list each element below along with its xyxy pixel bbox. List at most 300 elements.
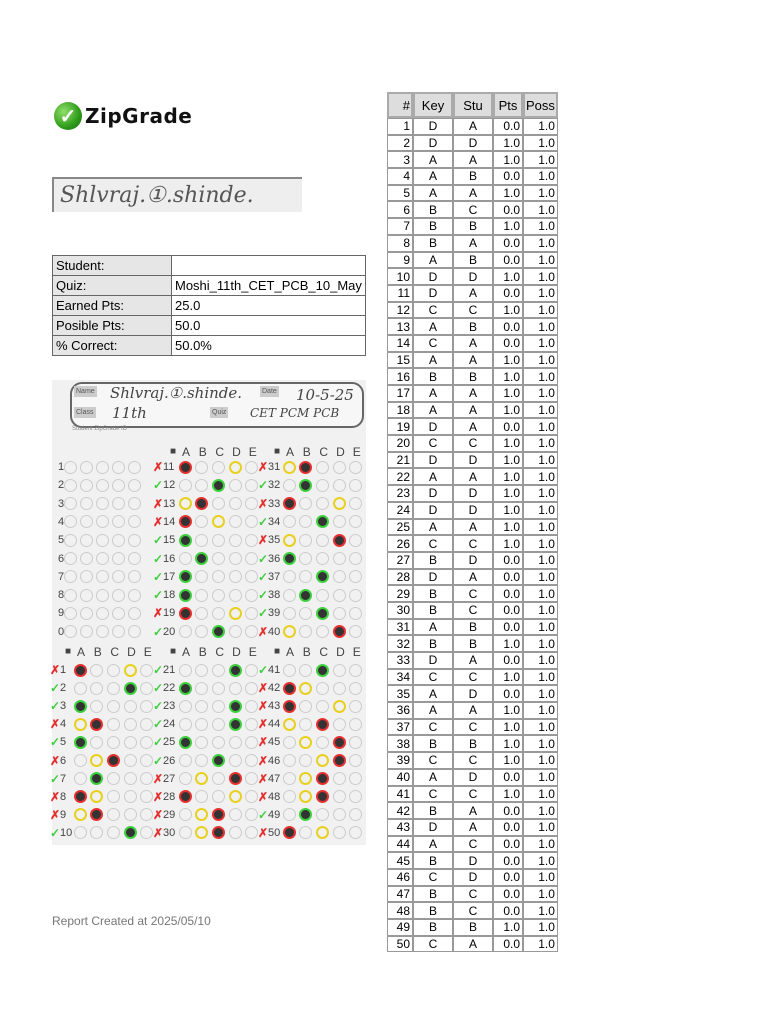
- points: 0.0: [493, 168, 523, 185]
- answer-bubble: [316, 534, 329, 547]
- answer-bubble: [316, 736, 329, 749]
- answer-key-table: [387, 92, 558, 952]
- wrong-mark-icon: ✗: [153, 771, 164, 786]
- correct-mark-icon: ✓: [153, 681, 164, 696]
- answer-bubble: [107, 754, 120, 767]
- possible: 1.0: [523, 519, 558, 536]
- question-number: 46: [268, 754, 281, 767]
- table-row: [387, 502, 558, 519]
- points: 0.0: [493, 852, 523, 869]
- key-answer: B: [413, 602, 453, 619]
- possible: 1.0: [523, 635, 558, 652]
- possible: 1.0: [523, 418, 558, 435]
- question-number: 29: [163, 808, 176, 821]
- points: 0.0: [493, 285, 523, 302]
- answer-bubble: [124, 736, 137, 749]
- possible: 1.0: [523, 669, 558, 686]
- answer-bubble: [212, 808, 225, 821]
- key-answer: C: [413, 435, 453, 452]
- student-answer: A: [453, 402, 493, 419]
- question-number: 28: [387, 569, 413, 586]
- answer-bubble: [179, 790, 192, 803]
- answer-bubble: [195, 790, 208, 803]
- answer-bubble: [179, 718, 192, 731]
- question-number: 47: [268, 772, 281, 785]
- table-row: [387, 368, 558, 385]
- answer-bubble: [124, 826, 137, 839]
- answer-bubble: [195, 754, 208, 767]
- answer-bubble: [283, 718, 296, 731]
- points: 0.0: [493, 886, 523, 903]
- question-number: 43: [387, 819, 413, 836]
- possible: 1.0: [523, 235, 558, 252]
- points: 1.0: [493, 735, 523, 752]
- table-row: [387, 452, 558, 469]
- points: 0.0: [493, 418, 523, 435]
- points: 1.0: [493, 268, 523, 285]
- key-answer: A: [413, 318, 453, 335]
- table-row: [387, 151, 558, 168]
- question-number: 37: [387, 719, 413, 736]
- answer-bubble: [316, 700, 329, 713]
- table-row: [387, 836, 558, 853]
- answer-bubble: [299, 754, 312, 767]
- quiz-label: Quiz:: [53, 276, 172, 296]
- question-number: 49: [387, 919, 413, 936]
- answer-bubble: [316, 808, 329, 821]
- column-marker-icon: ■: [65, 646, 72, 657]
- possible: 1.0: [523, 352, 558, 369]
- student-answer: B: [453, 619, 493, 636]
- question-number: 9: [387, 252, 413, 269]
- answer-bubble: [299, 718, 312, 731]
- answer-bubble: [212, 479, 225, 492]
- question-number: 31: [387, 619, 413, 636]
- col-possible: Poss: [523, 92, 558, 118]
- student-answer: C: [453, 602, 493, 619]
- key-answer: C: [413, 752, 453, 769]
- answer-bubble: [195, 552, 208, 565]
- student-answer: D: [453, 552, 493, 569]
- table-row: [387, 185, 558, 202]
- answer-bubble: [195, 682, 208, 695]
- choice-header: C: [215, 445, 225, 459]
- answer-bubble: [333, 570, 346, 583]
- id-bubble: [64, 497, 77, 510]
- answer-bubble: [229, 479, 242, 492]
- answer-bubble: [245, 552, 258, 565]
- possible: 1.0: [523, 268, 558, 285]
- answer-bubble: [333, 497, 346, 510]
- answer-bubble: [140, 754, 153, 767]
- points: 1.0: [493, 368, 523, 385]
- student-answer: C: [453, 201, 493, 218]
- key-answer: B: [413, 235, 453, 252]
- possible: 1.0: [523, 852, 558, 869]
- student-answer: B: [453, 919, 493, 936]
- points: 0.0: [493, 585, 523, 602]
- wrong-mark-icon: ✗: [258, 681, 269, 696]
- answer-bubble: [349, 700, 362, 713]
- correct-mark-icon: ✓: [153, 624, 164, 639]
- table-row: [387, 385, 558, 402]
- col-student: Stu: [453, 92, 493, 118]
- answer-bubble: [229, 700, 242, 713]
- student-answer: D: [453, 485, 493, 502]
- question-number: 47: [387, 886, 413, 903]
- points: 0.0: [493, 802, 523, 819]
- question-number: 46: [387, 869, 413, 886]
- correct-mark-icon: ✓: [153, 533, 164, 548]
- question-number: 31: [268, 461, 281, 473]
- answer-bubble: [245, 589, 258, 602]
- student-answer: A: [453, 519, 493, 536]
- table-row: [387, 819, 558, 836]
- answer-bubble: [299, 625, 312, 638]
- wrong-mark-icon: ✗: [153, 789, 164, 804]
- choice-header: E: [352, 645, 361, 659]
- answer-bubble: [195, 515, 208, 528]
- id-bubble: [80, 461, 93, 474]
- id-bubble: [80, 552, 93, 565]
- answer-bubble: [316, 664, 329, 677]
- answer-bubble: [212, 736, 225, 749]
- correct-mark-icon: ✓: [153, 588, 164, 603]
- question-number: 34: [268, 515, 281, 528]
- wrong-mark-icon: ✗: [258, 496, 269, 511]
- answer-bubble: [90, 754, 103, 767]
- student-answer: A: [453, 652, 493, 669]
- answer-bubble: [316, 552, 329, 565]
- answer-bubble: [245, 718, 258, 731]
- choice-header: E: [248, 445, 257, 459]
- answer-bubble: [179, 700, 192, 713]
- answer-bubble: [283, 754, 296, 767]
- question-number: 33: [268, 497, 281, 510]
- key-answer: D: [413, 418, 453, 435]
- correct-mark-icon: ✓: [153, 569, 164, 584]
- student-answer: D: [453, 452, 493, 469]
- answer-bubble: [316, 607, 329, 620]
- answer-bubble: [229, 534, 242, 547]
- answer-bubble: [107, 808, 120, 821]
- answer-bubble: [333, 826, 346, 839]
- student-answer: D: [453, 135, 493, 152]
- answer-bubble: [179, 479, 192, 492]
- key-answer: A: [413, 685, 453, 702]
- answer-bubble: [195, 808, 208, 821]
- answer-bubble: [349, 790, 362, 803]
- answer-bubble: [299, 736, 312, 749]
- question-number: 1: [387, 118, 413, 135]
- table-row: [387, 752, 558, 769]
- answer-bubble: [140, 664, 153, 677]
- answer-bubble: [245, 461, 258, 474]
- choice-header: A: [286, 645, 295, 659]
- answer-bubble: [333, 534, 346, 547]
- answer-bubble: [283, 736, 296, 749]
- answer-bubble: [299, 700, 312, 713]
- points: 0.0: [493, 201, 523, 218]
- question-number: 14: [163, 515, 176, 528]
- student-answer: A: [453, 702, 493, 719]
- possible: 1.0: [523, 552, 558, 569]
- student-answer: A: [453, 352, 493, 369]
- key-answer: A: [413, 168, 453, 185]
- answer-bubble: [299, 664, 312, 677]
- answer-bubble: [349, 497, 362, 510]
- key-answer: A: [413, 769, 453, 786]
- table-row: [387, 585, 558, 602]
- id-bubble: [112, 461, 125, 474]
- question-number: 5: [60, 736, 67, 749]
- answer-bubble: [90, 736, 103, 749]
- question-number: 7: [387, 218, 413, 235]
- points: 0.0: [493, 819, 523, 836]
- points: 1.0: [493, 185, 523, 202]
- key-answer: A: [413, 402, 453, 419]
- answer-bubble: [283, 625, 296, 638]
- answer-bubble: [179, 534, 192, 547]
- possible-value: 50.0: [172, 316, 366, 336]
- key-answer: C: [413, 535, 453, 552]
- possible: 1.0: [523, 335, 558, 352]
- answer-bubble: [124, 754, 137, 767]
- id-bubble: [112, 497, 125, 510]
- choice-header: A: [286, 445, 295, 459]
- points: 1.0: [493, 218, 523, 235]
- answer-bubble: [124, 808, 137, 821]
- answer-bubble: [349, 570, 362, 583]
- answer-bubble: [229, 736, 242, 749]
- possible: 1.0: [523, 802, 558, 819]
- answer-bubble: [333, 607, 346, 620]
- possible: 1.0: [523, 752, 558, 769]
- answer-bubble: [283, 552, 296, 565]
- answer-bubble: [316, 461, 329, 474]
- points: 1.0: [493, 452, 523, 469]
- id-bubble: [128, 461, 141, 474]
- name-label: Name: [76, 388, 95, 395]
- question-number: 50: [387, 936, 413, 953]
- wrong-mark-icon: ✗: [153, 514, 164, 529]
- wrong-mark-icon: ✗: [258, 717, 269, 732]
- table-row: [387, 418, 558, 435]
- answer-bubble: [90, 808, 103, 821]
- possible: 1.0: [523, 502, 558, 519]
- answer-bubble: [179, 664, 192, 677]
- wrong-mark-icon: ✗: [258, 789, 269, 804]
- column-marker-icon: ■: [170, 646, 177, 657]
- answer-bubble: [229, 552, 242, 565]
- points: 0.0: [493, 118, 523, 135]
- answer-bubble: [299, 461, 312, 474]
- question-number: 35: [387, 685, 413, 702]
- table-body: [387, 118, 558, 952]
- earned-row: [53, 296, 366, 316]
- answer-bubble: [299, 479, 312, 492]
- possible: 1.0: [523, 318, 558, 335]
- column-marker-icon: ■: [170, 446, 177, 457]
- correct-mark-icon: ✓: [258, 606, 269, 621]
- zipgrade-logo: [54, 100, 192, 132]
- id-bubble: [80, 625, 93, 638]
- student-answer: C: [453, 786, 493, 803]
- possible: 1.0: [523, 619, 558, 636]
- question-number: 6: [60, 754, 67, 767]
- scanned-answer-sheet: [52, 380, 366, 845]
- key-answer: B: [413, 201, 453, 218]
- logo-text: ZipGrade: [85, 104, 193, 128]
- points: 1.0: [493, 752, 523, 769]
- question-number: 37: [268, 570, 281, 583]
- answer-bubble: [179, 570, 192, 583]
- answer-bubble: [74, 790, 87, 803]
- answer-bubble: [299, 515, 312, 528]
- question-number: 8: [60, 790, 67, 803]
- answer-bubble: [333, 808, 346, 821]
- id-bubble: [128, 515, 141, 528]
- answer-bubble: [299, 790, 312, 803]
- answer-bubble: [229, 718, 242, 731]
- points: 0.0: [493, 335, 523, 352]
- question-number: 2: [60, 682, 67, 695]
- answer-bubble: [245, 790, 258, 803]
- possible: 1.0: [523, 168, 558, 185]
- correct-mark-icon: ✓: [153, 753, 164, 768]
- answer-bubble: [74, 682, 87, 695]
- correct-mark-icon: ✓: [258, 514, 269, 529]
- question-number: 21: [163, 664, 176, 676]
- id-bubble: [64, 589, 77, 602]
- question-number: 50: [268, 826, 281, 839]
- answer-bubble: [229, 826, 242, 839]
- table-row: [387, 435, 558, 452]
- question-number: 19: [387, 418, 413, 435]
- table-row: [387, 902, 558, 919]
- id-bubble: [112, 589, 125, 602]
- answer-bubble: [74, 808, 87, 821]
- quiz-value: Moshi_11th_CET_PCB_10_May: [172, 276, 366, 296]
- wrong-mark-icon: ✗: [50, 789, 61, 804]
- id-digit: 1: [58, 461, 65, 473]
- student-answer: C: [453, 535, 493, 552]
- table-row: [387, 802, 558, 819]
- answer-bubble: [212, 790, 225, 803]
- points: 1.0: [493, 135, 523, 152]
- answer-bubble: [140, 826, 153, 839]
- possible: 1.0: [523, 218, 558, 235]
- id-bubble: [96, 461, 109, 474]
- question-number: 25: [387, 519, 413, 536]
- answer-bubble: [245, 570, 258, 583]
- table-row: [387, 936, 558, 953]
- question-number: 40: [268, 625, 281, 638]
- wrong-mark-icon: ✗: [258, 699, 269, 714]
- answer-bubble: [245, 497, 258, 510]
- points: 1.0: [493, 635, 523, 652]
- question-number: 26: [163, 754, 176, 767]
- answer-bubble: [349, 772, 362, 785]
- points: 0.0: [493, 869, 523, 886]
- answer-bubble: [333, 552, 346, 565]
- answer-bubble: [245, 772, 258, 785]
- answer-bubble: [229, 772, 242, 785]
- answer-bubble: [245, 515, 258, 528]
- answer-bubble: [179, 682, 192, 695]
- id-bubble: [128, 625, 141, 638]
- key-answer: B: [413, 902, 453, 919]
- wrong-mark-icon: ✗: [258, 753, 269, 768]
- correct-mark-icon: ✓: [258, 663, 269, 677]
- key-answer: C: [413, 936, 453, 953]
- answer-bubble: [195, 607, 208, 620]
- key-answer: D: [413, 819, 453, 836]
- choice-header: A: [182, 645, 191, 659]
- answer-bubble: [107, 700, 120, 713]
- table-row: [387, 268, 558, 285]
- wrong-mark-icon: ✗: [153, 496, 164, 511]
- answer-bubble: [212, 700, 225, 713]
- quiz-label: Quiz: [212, 409, 227, 416]
- wrong-mark-icon: ✗: [50, 663, 61, 677]
- answer-bubble: [283, 589, 296, 602]
- answer-bubble: [140, 718, 153, 731]
- choice-header: B: [302, 445, 311, 459]
- question-number: 16: [163, 552, 176, 565]
- answer-bubble: [245, 754, 258, 767]
- answer-bubble: [349, 534, 362, 547]
- answer-bubble: [140, 790, 153, 803]
- choice-header: C: [110, 645, 120, 659]
- question-number: 16: [387, 368, 413, 385]
- question-number: 18: [387, 402, 413, 419]
- answer-bubble: [179, 515, 192, 528]
- question-number: 12: [387, 302, 413, 319]
- question-number: 42: [268, 682, 281, 695]
- answer-bubble: [316, 625, 329, 638]
- answer-bubble: [333, 700, 346, 713]
- key-answer: B: [413, 585, 453, 602]
- key-answer: A: [413, 352, 453, 369]
- answer-bubble: [349, 461, 362, 474]
- question-number: 35: [268, 534, 281, 547]
- key-answer: D: [413, 485, 453, 502]
- answer-bubble: [140, 772, 153, 785]
- answer-bubble: [283, 479, 296, 492]
- id-bubble: [96, 534, 109, 547]
- key-answer: D: [413, 569, 453, 586]
- table-row: [387, 285, 558, 302]
- student-answer: C: [453, 585, 493, 602]
- answer-bubble: [245, 479, 258, 492]
- answer-bubble: [90, 826, 103, 839]
- possible-row: [53, 316, 366, 336]
- answer-bubble: [229, 790, 242, 803]
- student-answer: A: [453, 118, 493, 135]
- id-bubble: [128, 607, 141, 620]
- possible: 1.0: [523, 485, 558, 502]
- possible: 1.0: [523, 135, 558, 152]
- possible: 1.0: [523, 735, 558, 752]
- answer-bubble: [299, 772, 312, 785]
- question-number: 43: [268, 700, 281, 713]
- answer-bubble: [212, 552, 225, 565]
- id-bubble: [96, 570, 109, 583]
- answer-bubble: [179, 589, 192, 602]
- answer-bubble: [212, 718, 225, 731]
- choice-header: C: [319, 445, 329, 459]
